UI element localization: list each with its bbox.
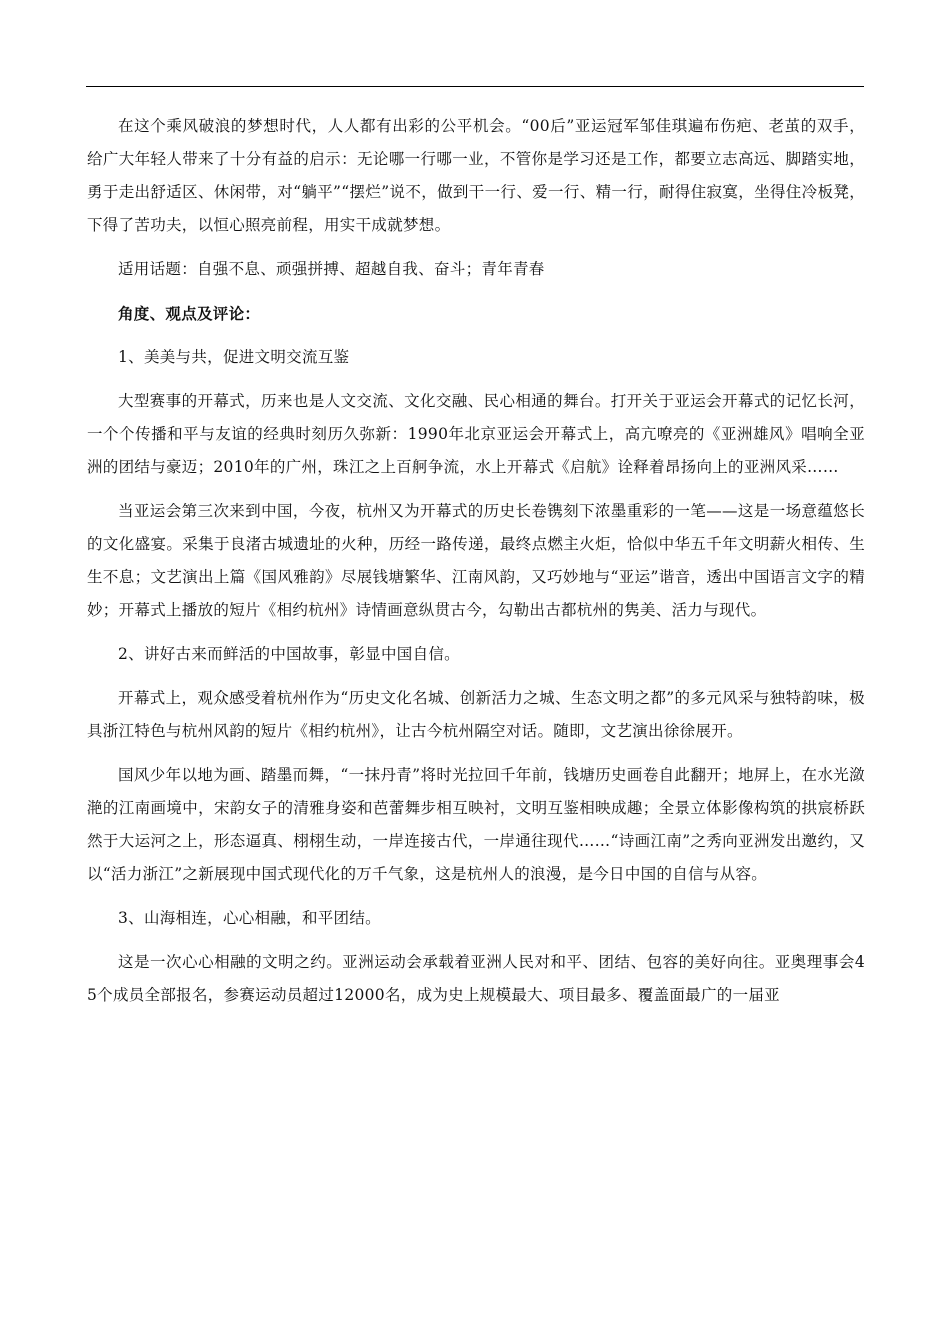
paragraph-point-2b: 国风少年以地为画、踏墨而舞，“一抹丹青”将时光拉回千年前，钱塘历史画卷自此翻开；地屏上，在水光潋滟的江南画境中，宋韵女子的清雅身姿和芭蕾舞步相互映衬，文明互鉴相映成趣；全景立体影像构筑的拱宸桥跃然于大运河之上，形态逼真、栩栩生动，一岸连接古代，一岸通往现代……“诗画江南”之秀向亚洲发出邀约，又以“活力浙江”之新展现中国式现代化的万千气象，这是杭州人的浪漫，是今日中国的自信与从容。 <box>87 766 865 883</box>
point-heading-1: 1、美美与共，促进文明交流互鉴 <box>118 348 350 366</box>
paragraph-point-3a: 这是一次心心相融的文明之约。亚洲运动会承载着亚洲人民对和平、团结、包容的美好向往。亚奥理事会45个成员全部报名，参赛运动员超过12000名，成为史上规模最大、项目最多、覆盖面最广的一届亚 <box>87 953 865 1004</box>
paragraph-intro: 在这个乘风破浪的梦想时代，人人都有出彩的公平机会。“00后”亚运冠军邹佳琪遍布伤疤、老茧的双手，给广大年轻人带来了十分有益的启示：无论哪一行哪一业，不管你是学习还是工作，都要立志高远、脚踏实地，勇于走出舒适区、休闲带，对“躺平”“摆烂”说不，做到干一行、爱一行、精一行，耐得住寂寞，坐得住冷板凳，下得了苦功夫，以恒心照亮前程，用实干成就梦想。 <box>87 117 865 234</box>
point-heading-2: 2、讲好古来而鲜活的中国故事，彰显中国自信。 <box>118 645 460 663</box>
section-heading: 角度、观点及评论： <box>118 304 261 323</box>
paragraph-point-1a: 大型赛事的开幕式，历来也是人文交流、文化交融、民心相通的舞台。打开关于亚运会开幕式的记忆长河，一个个传播和平与友谊的经典时刻历久弥新：1990年北京亚运会开幕式上，高亢嘹亮的《亚洲雄风》唱响全亚洲的团结与豪迈；2010年的广州，珠江之上百舸争流，水上开幕式《启航》诠释着昂扬向上的亚洲风采…… <box>87 392 865 476</box>
paragraph-topics: 适用话题：自强不息、顽强拼搏、超越自我、奋斗；青年青春 <box>118 260 545 278</box>
paragraph-point-1b: 当亚运会第三次来到中国，今夜，杭州又为开幕式的历史长卷镌刻下浓墨重彩的一笔——这是一场意蕴悠长的文化盛宴。采集于良渚古城遗址的火种，历经一路传递，最终点燃主火炬，恰似中华五千年文明薪火相传、生生不息；文艺演出上篇《国风雅韵》尽展钱塘繁华、江南风韵，又巧妙地与“亚运”谐音，透出中国语言文字的精妙；开幕式上播放的短片《相约杭州》诗情画意纵贯古今，勾勒出古都杭州的隽美、活力与现代。 <box>87 502 865 619</box>
document-body <box>87 110 865 1023</box>
point-heading-3: 3、山海相连，心心相融，和平团结。 <box>118 909 381 927</box>
header-rule <box>86 86 864 87</box>
paragraph-point-2a: 开幕式上，观众感受着杭州作为“历史文化名城、创新活力之城、生态文明之都”的多元风采与独特韵味，极具浙江特色与杭州风韵的短片《相约杭州》，让古今杭州隔空对话。随即，文艺演出徐徐展开。 <box>87 689 865 740</box>
